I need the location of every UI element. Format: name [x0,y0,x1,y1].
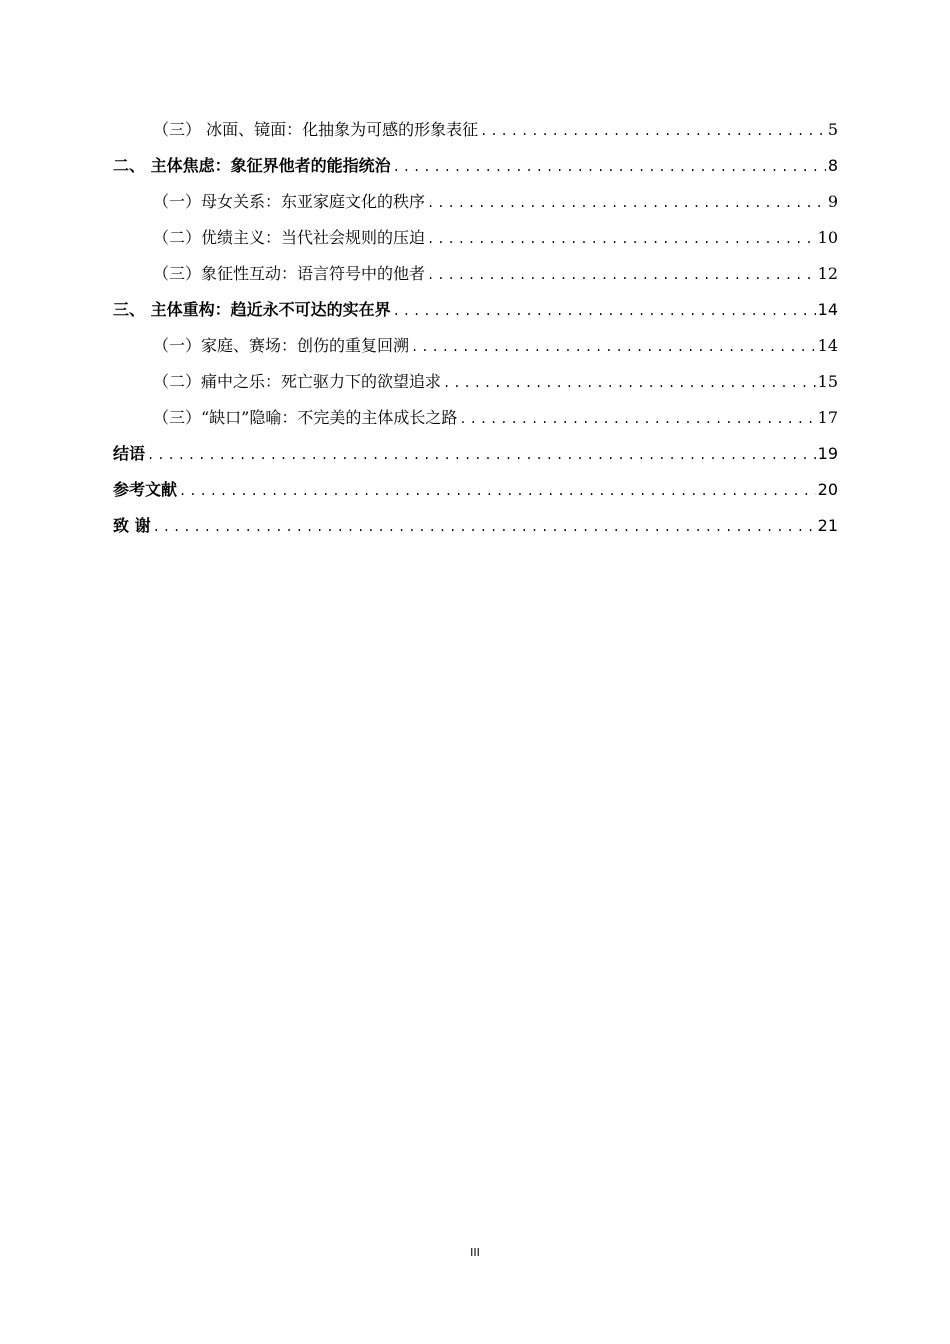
toc-entry-page: 21 [817,516,838,535]
toc-entry[interactable] [113,256,838,292]
toc-entry[interactable] [113,400,838,436]
toc-entry-title: 致 谢 [113,516,151,535]
toc-entry[interactable] [113,184,838,220]
toc-entry-page: 10 [817,228,838,247]
toc-entry-title: 结语 [113,444,146,463]
toc-entry-title: （三）象征性互动：语言符号中的他者 [153,264,426,283]
toc-entry[interactable] [113,220,838,256]
toc-entry-page: 9 [827,192,838,211]
toc-entry-page: 17 [817,408,838,427]
toc-entry-title: 参考文献 [113,480,178,499]
toc-entry[interactable] [113,292,838,328]
toc-leader-dots [427,221,816,257]
toc-entry-page: 14 [817,300,838,319]
toc-leader-dots [147,437,816,473]
toc-entry[interactable] [113,472,838,508]
toc-entry-page: 20 [817,480,838,499]
toc-leader-dots [480,113,826,149]
toc-entry-title: （一）母女关系：东亚家庭文化的秩序 [153,192,426,211]
toc-entry-page: 5 [827,120,838,139]
toc-entry[interactable] [113,148,838,184]
toc-entry-title: 三、 主体重构：趋近永不可达的实在界 [113,300,391,319]
toc-leader-dots [427,257,816,293]
toc-entry-page: 14 [817,336,838,355]
toc-entry-title: 二、 主体焦虑：象征界他者的能指统治 [113,156,391,175]
toc-leader-dots [443,365,816,401]
toc-entry[interactable] [113,328,838,364]
toc-leader-dots [427,185,826,221]
toc-leader-dots [153,509,816,545]
toc-leader-dots [179,473,816,509]
toc-entry-title: （三）“缺口”隐喻：不完美的主体成长之路 [153,408,458,427]
toc-entry[interactable] [113,508,838,544]
toc-entry-page: 15 [817,372,838,391]
toc-entry-title: （二）痛中之乐：死亡驱力下的欲望追求 [153,372,442,391]
toc-entry-page: 12 [817,264,838,283]
toc-entry-page: 19 [817,444,838,463]
toc-leader-dots [393,293,816,329]
toc-entry-title: （三） 冰面、镜面：化抽象为可感的形象表征 [153,120,479,139]
table-of-contents [113,112,838,544]
page-number: III [470,1246,480,1259]
toc-entry-page: 8 [827,156,838,175]
toc-entry-title: （二）优绩主义：当代社会规则的压迫 [153,228,426,247]
toc-entry[interactable] [113,364,838,400]
toc-leader-dots [459,401,815,437]
toc-entry[interactable] [113,112,838,148]
toc-leader-dots [411,329,816,365]
toc-entry-title: （一）家庭、赛场：创伤的重复回溯 [153,336,410,355]
toc-entry[interactable] [113,436,838,472]
toc-leader-dots [393,149,826,185]
